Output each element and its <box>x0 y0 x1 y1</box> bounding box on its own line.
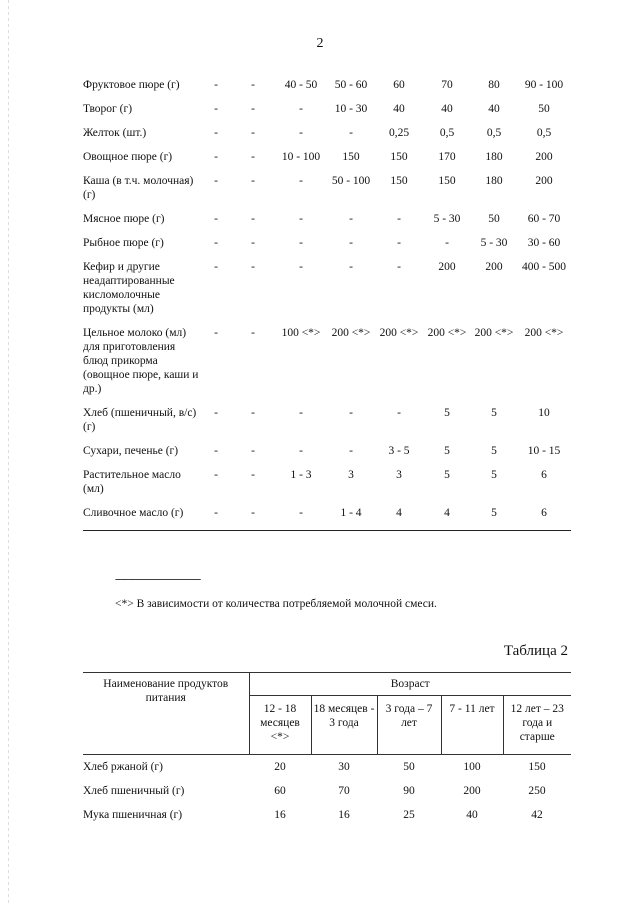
product-value: 400 - 500 <box>521 261 567 273</box>
table-row <box>83 779 571 803</box>
product-value: 90 <box>403 785 415 797</box>
product-value: 0,5 <box>536 127 552 139</box>
product-value: 16 <box>338 809 350 821</box>
product-value: 25 <box>403 809 415 821</box>
product-name: Хлеб пшеничный (г) <box>83 785 185 797</box>
product-value: 200 <*> <box>379 327 419 339</box>
product-value: - <box>349 407 353 419</box>
scan-margin <box>8 0 9 905</box>
table-row <box>83 444 571 468</box>
product-value: 40 <box>393 103 405 115</box>
product-value: 150 <box>342 151 360 163</box>
table-row <box>83 78 571 102</box>
product-value: - <box>299 237 303 249</box>
age-group-header: 3 года – 7 лет <box>377 696 441 755</box>
product-value: 1 - 4 <box>327 506 375 531</box>
product-value: 60 <box>393 79 405 91</box>
product-value: 5 - 30 <box>433 213 461 225</box>
product-value: 0,5 <box>439 127 455 139</box>
product-value: 250 <box>528 785 546 797</box>
product-value: 6 <box>541 469 547 481</box>
product-value: 5 <box>471 506 517 531</box>
table-row <box>83 102 571 126</box>
product-name: Желток (шт.) <box>83 127 147 139</box>
product-value: 60 <box>274 785 286 797</box>
product-value: 150 <box>438 175 456 187</box>
product-value: - <box>397 261 401 273</box>
product-value: - <box>251 469 255 481</box>
product-value: - <box>397 213 401 225</box>
product-value: - <box>397 407 401 419</box>
product-value: 50 - 60 <box>334 79 368 91</box>
product-value: 200 <*> <box>524 327 564 339</box>
product-value: 5 - 30 <box>480 237 508 249</box>
product-value: 50 <box>538 103 550 115</box>
product-value: 5 <box>444 407 450 419</box>
table-2-header-name: Наименование продуктов питания <box>83 673 249 755</box>
product-value: 70 <box>441 79 453 91</box>
footnote: <*> В зависимости от количества потребляемой молочной смеси. <box>115 598 437 610</box>
product-value: 200 <box>438 261 456 273</box>
age-group-header: 12 лет – 23 года и старше <box>503 696 571 755</box>
table-2-title: Таблица 2 <box>503 643 568 659</box>
product-value: 50 - 100 <box>331 175 371 187</box>
product-value: 5 <box>491 445 497 457</box>
table-row <box>83 803 571 827</box>
product-value: 100 <box>463 761 481 773</box>
product-value: 200 <box>463 785 481 797</box>
product-value: 200 <box>535 175 553 187</box>
product-value: - <box>231 506 275 531</box>
product-value: 6 <box>517 506 571 531</box>
product-value: - <box>251 327 255 339</box>
age-group-header: 18 месяцев - 3 года <box>311 696 377 755</box>
table-row <box>83 236 571 260</box>
product-name: Рыбное пюре (г) <box>83 237 164 249</box>
product-value: - <box>214 213 218 225</box>
product-value: - <box>214 445 218 457</box>
table-row <box>83 150 571 174</box>
product-value: - <box>251 445 255 457</box>
product-value: - <box>251 79 255 91</box>
product-value: - <box>299 213 303 225</box>
product-value: - <box>214 79 218 91</box>
product-value: - <box>299 445 303 457</box>
product-value: - <box>251 407 255 419</box>
product-value: 200 <box>485 261 503 273</box>
product-value: - <box>299 127 303 139</box>
product-value: 50 <box>403 761 415 773</box>
table-row <box>83 174 571 212</box>
product-value: - <box>214 175 218 187</box>
product-value: 200 <*> <box>474 327 514 339</box>
product-value: - <box>214 151 218 163</box>
product-value: 16 <box>274 809 286 821</box>
table-2 <box>83 672 571 827</box>
product-value: 40 <box>441 103 453 115</box>
product-value: 42 <box>531 809 543 821</box>
product-value: 5 <box>491 469 497 481</box>
product-name: Мука пшеничная (г) <box>83 809 183 821</box>
product-value: 30 - 60 <box>527 237 561 249</box>
product-name: Овощное пюре (г) <box>83 151 173 163</box>
product-name: Творог (г) <box>83 103 133 115</box>
product-value: 10 - 15 <box>527 445 561 457</box>
product-value: 180 <box>485 175 503 187</box>
product-name: Кефир и другие неадаптированные кисломолочные продукты (мл) <box>83 261 175 315</box>
table-row <box>83 326 571 406</box>
product-value: 200 <box>535 151 553 163</box>
product-value: 5 <box>444 469 450 481</box>
product-value: 10 - 30 <box>334 103 368 115</box>
product-value: - <box>251 237 255 249</box>
product-name: Растительное масло (мл) <box>83 469 181 495</box>
product-value: 5 <box>491 407 497 419</box>
product-value: - <box>214 327 218 339</box>
product-value: 3 - 5 <box>388 445 410 457</box>
table-row <box>83 126 571 150</box>
product-value: - <box>214 103 218 115</box>
product-value: - <box>299 261 303 273</box>
table-1 <box>83 78 571 531</box>
product-value: 180 <box>485 151 503 163</box>
product-value: - <box>299 407 303 419</box>
product-value: 80 <box>488 79 500 91</box>
product-value: - <box>251 261 255 273</box>
product-value: - <box>349 213 353 225</box>
product-value: - <box>251 127 255 139</box>
product-value: 10 <box>538 407 550 419</box>
product-value: 200 <*> <box>331 327 371 339</box>
product-name: Хлеб (пшеничный, в/с) (г) <box>83 407 197 433</box>
page-number: 2 <box>316 36 324 51</box>
product-value: - <box>349 261 353 273</box>
product-value: 40 <box>466 809 478 821</box>
product-value: - <box>275 506 327 531</box>
product-value: 50 <box>488 213 500 225</box>
table-row <box>83 755 571 780</box>
product-value: 3 <box>348 469 354 481</box>
table-row <box>83 506 571 531</box>
product-name: Мясное пюре (г) <box>83 213 165 225</box>
product-value: 10 - 100 <box>281 151 321 163</box>
product-value: - <box>349 445 353 457</box>
product-value: - <box>349 127 353 139</box>
product-value: 150 <box>390 175 408 187</box>
product-value: 0,5 <box>486 127 502 139</box>
product-value: - <box>251 103 255 115</box>
product-value: - <box>397 237 401 249</box>
table-row <box>83 260 571 326</box>
product-name: Каша (в т.ч. молочная) (г) <box>83 175 194 201</box>
product-value: 70 <box>338 785 350 797</box>
product-value: - <box>299 175 303 187</box>
product-value: 150 <box>390 151 408 163</box>
product-value: 150 <box>528 761 546 773</box>
table-2-header-age: Возраст <box>249 673 571 696</box>
product-value: - <box>214 469 218 481</box>
product-value: 100 <*> <box>281 327 321 339</box>
product-name: Хлеб ржаной (г) <box>83 761 163 773</box>
product-name: Сухари, печенье (г) <box>83 445 179 457</box>
product-value: 4 <box>375 506 423 531</box>
product-value: - <box>214 407 218 419</box>
product-name: Цельное молоко (мл) для приготовления блюд прикорма (овощное пюре, каши и др.) <box>83 327 199 395</box>
product-value: - <box>214 237 218 249</box>
product-value: 200 <*> <box>427 327 467 339</box>
product-value: 90 - 100 <box>524 79 564 91</box>
product-value: - <box>214 261 218 273</box>
product-value: 5 <box>444 445 450 457</box>
product-name: Фруктовое пюре (г) <box>83 79 180 91</box>
product-value: 20 <box>274 761 286 773</box>
product-value: 0,25 <box>388 127 410 139</box>
product-value: - <box>349 237 353 249</box>
footnote-separator: -------------------------------- <box>115 573 201 585</box>
age-group-header: 7 - 11 лет <box>441 696 503 755</box>
product-value: 1 - 3 <box>290 469 312 481</box>
product-value: 3 <box>396 469 402 481</box>
product-value: - <box>214 127 218 139</box>
product-value: - <box>445 237 449 249</box>
product-value: 60 - 70 <box>527 213 561 225</box>
age-group-header: 12 - 18 месяцев <*> <box>249 696 311 755</box>
product-value: - <box>201 506 231 531</box>
product-value: 30 <box>338 761 350 773</box>
table-row <box>83 468 571 506</box>
product-value: 40 - 50 <box>284 79 318 91</box>
product-name: Сливочное масло (г) <box>83 506 201 531</box>
table-row <box>83 406 571 444</box>
product-value: 170 <box>438 151 456 163</box>
product-value: 40 <box>488 103 500 115</box>
table-row <box>83 212 571 236</box>
product-value: - <box>251 213 255 225</box>
product-value: - <box>299 103 303 115</box>
product-value: - <box>251 151 255 163</box>
product-value: - <box>251 175 255 187</box>
product-value: 4 <box>423 506 471 531</box>
